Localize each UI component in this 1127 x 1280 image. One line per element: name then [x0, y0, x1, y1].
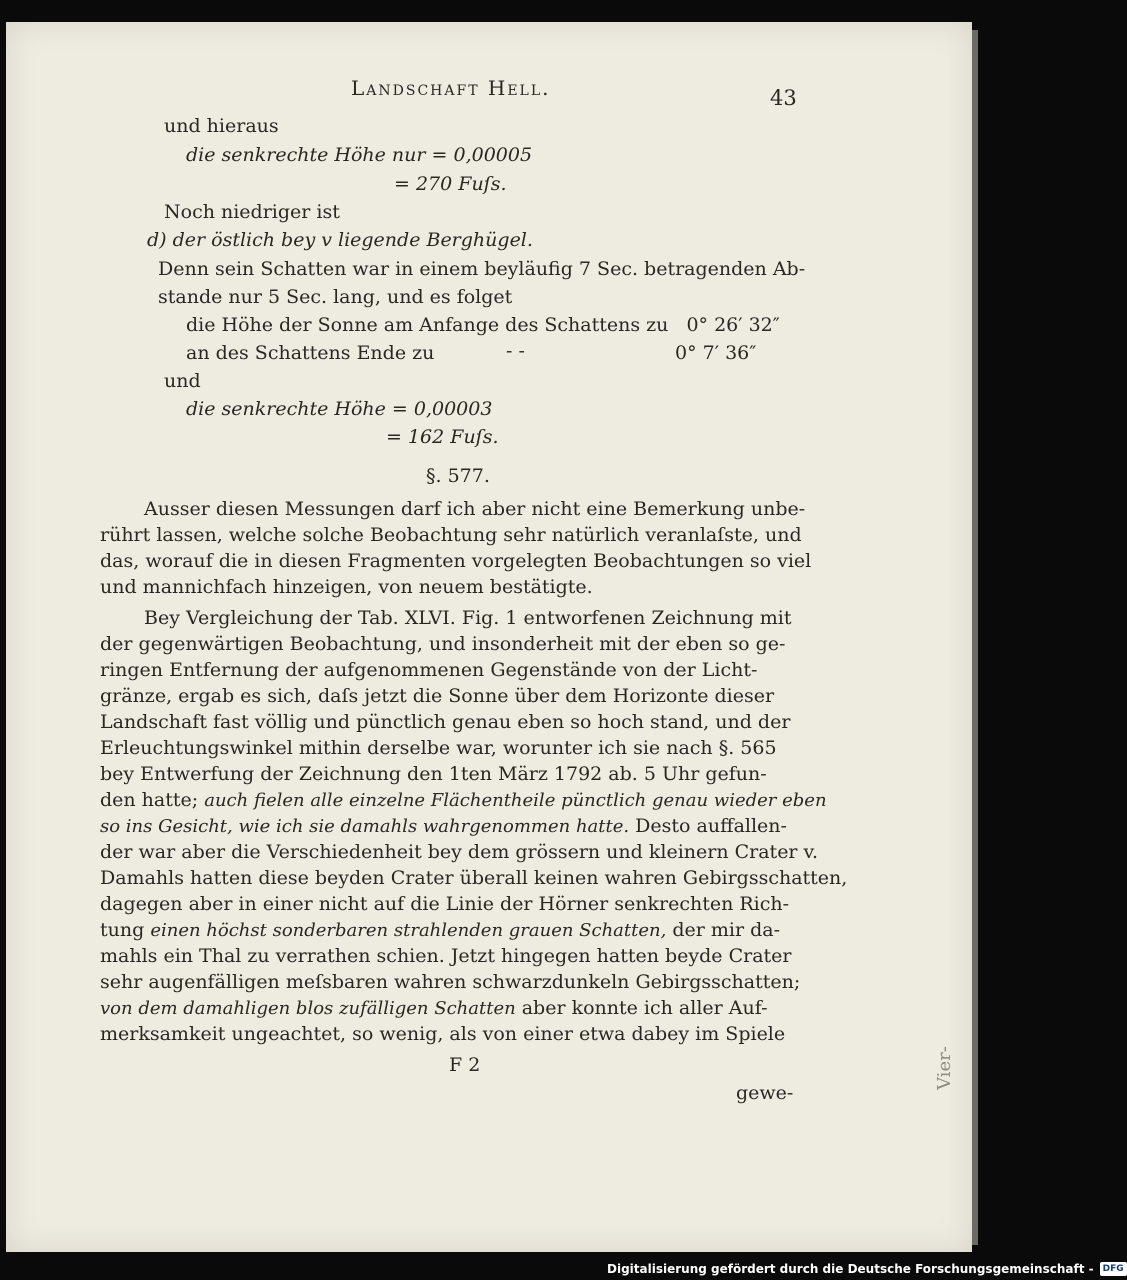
text-line: der war aber die Verschiedenheit bey dem grössern und kleinern Crater v.	[100, 841, 819, 863]
dfg-logo-icon: DFG	[1100, 1262, 1127, 1276]
text-line: gränze, ergab es sich, daſs jetzt die Sonne über dem Horizonte dieser	[100, 685, 775, 707]
text-segment: die Höhe der Sonne am Anfange des Schattens zu	[186, 314, 669, 336]
text-line: an des Schattens Ende zu	[186, 342, 435, 364]
italic-segment: einen höchst sonderbaren strahlenden grauen Schatten,	[150, 920, 667, 941]
text-line	[186, 314, 780, 336]
text-segment: der mir da-	[672, 919, 781, 941]
italic-segment: so ins Gesicht, wie ich sie damahls wahrgenommen hatte.	[100, 816, 630, 837]
text-line: der gegenwärtigen Beobachtung, und insonderheit mit der eben so ge-	[100, 633, 786, 655]
section-heading: §. 577.	[426, 465, 490, 487]
angle-value: 0° 26′ 32″	[686, 314, 780, 336]
text-line: = 162 Fuſs.	[386, 426, 499, 448]
margin-note: Vier-	[934, 1046, 955, 1090]
text-line-content: rührt lassen, welche solche Beobachtung sehr natürlich veranlaſste, und	[100, 524, 802, 546]
text-line: d) der östlich bey v liegende Berghügel.	[147, 229, 533, 251]
signature-mark: F 2	[449, 1054, 481, 1076]
italic-segment: auch fielen alle einzelne Flächentheile pünctlich genau wieder eben	[204, 790, 827, 811]
running-title: Landschaft Hell.	[351, 76, 551, 100]
text-line	[100, 524, 802, 546]
page-edge	[972, 30, 978, 1245]
text-line: die senkrechte Höhe nur = 0,00005	[186, 144, 533, 166]
text-line: dagegen aber in einer nicht auf die Linie der Hörner senkrechten Rich-	[100, 893, 790, 915]
scanned-page	[6, 22, 972, 1252]
text-line: = 270 Fuſs.	[394, 173, 507, 195]
text-line: merksamkeit ungeachtet, so wenig, als von einer etwa dabey im Spiele	[100, 1023, 786, 1045]
text-line	[100, 789, 827, 811]
italic-segment: von dem damahligen blos zufälligen Schatten	[100, 998, 516, 1019]
text-line: ringen Entfernung der aufgenommenen Gegenstände von der Licht-	[100, 659, 758, 681]
page-number: 43	[770, 86, 797, 110]
text-line	[144, 498, 806, 520]
angle-value: 0° 7′ 36″	[675, 342, 757, 364]
text-line	[100, 815, 787, 837]
text-line: die senkrechte Höhe = 0,00003	[186, 398, 493, 420]
text-line: Erleuchtungswinkel mithin derselbe war, worunter ich sie nach §. 565	[100, 737, 777, 759]
text-line-content: Denn sein Schatten war in einem beyläufig 7 Sec. betragenden Ab-	[158, 258, 806, 280]
text-line: und	[164, 370, 201, 392]
text-line: mahls ein Thal zu verrathen schien. Jetzt hingegen hatten beyde Crater	[100, 945, 792, 967]
text-segment: tung	[100, 919, 145, 941]
text-segment: den hatte;	[100, 789, 199, 811]
text-line: Bey Vergleichung der Tab. XLVI. Fig. 1 entworfenen Zeichnung mit	[144, 607, 792, 629]
text-segment: aber konnte ich aller Auf-	[521, 997, 768, 1019]
text-line-content: Ausser diesen Messungen darf ich aber nicht eine Bemerkung unbe-	[144, 498, 806, 520]
text-line	[100, 550, 812, 572]
digitization-footer	[607, 1260, 1124, 1278]
text-line	[100, 919, 780, 941]
text-line: Landschaft fast völlig und pünctlich genau eben so hoch stand, und der	[100, 711, 791, 733]
text-line: Damahls hatten diese beyden Crater überall keinen wahren Gebirgsschatten,	[100, 867, 848, 889]
text-line: sehr augenfälligen meſsbaren wahren schwarzdunkeln Gebirgsschatten;	[100, 971, 801, 993]
dash-leader: - -	[506, 340, 525, 362]
text-line-content: das, worauf die in diesen Fragmenten vorgelegten Beobachtungen so viel	[100, 550, 812, 572]
text-line: und mannichfach hinzeigen, von neuem bestätigte.	[100, 576, 593, 598]
text-line	[100, 997, 768, 1019]
catchword: gewe-	[736, 1082, 794, 1104]
text-line: stande nur 5 Sec. lang, und es folget	[158, 286, 513, 308]
text-line: und hieraus	[164, 115, 279, 137]
text-line	[158, 258, 806, 280]
text-line: bey Entwerfung der Zeichnung den 1ten März 1792 ab. 5 Uhr gefun-	[100, 763, 767, 785]
text-segment: Desto auffallen-	[635, 815, 787, 837]
text-line: Noch niedriger ist	[164, 201, 340, 223]
footer-text: Digitalisierung gefördert durch die Deutsche Forschungsgemeinschaft -	[607, 1262, 1094, 1276]
